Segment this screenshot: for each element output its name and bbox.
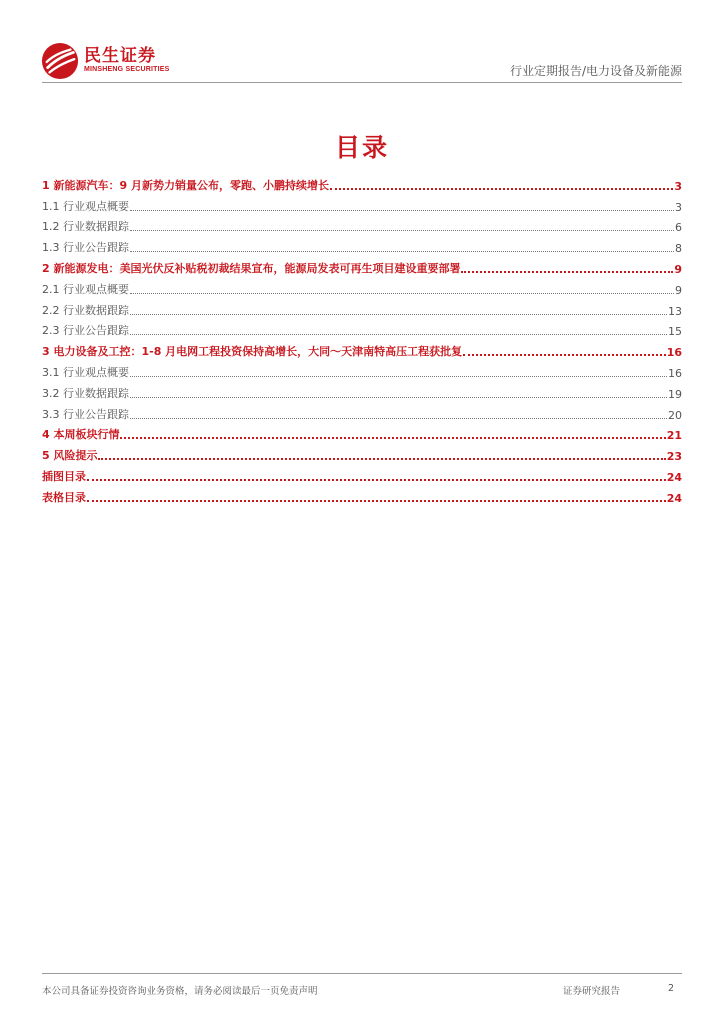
toc-leader-dots	[120, 437, 665, 439]
logo-english-name: MINSHENG SECURITIES	[84, 66, 170, 73]
toc-entry-label: 1.2 行业数据跟踪	[42, 220, 129, 234]
toc-entry-label: 2.1 行业观点概要	[42, 282, 129, 296]
toc-leader-dots	[130, 251, 674, 252]
toc-entry[interactable]	[42, 193, 682, 214]
logo-chinese-name: 民生证券	[84, 46, 156, 66]
toc-entry[interactable]	[42, 338, 682, 359]
toc-entry[interactable]	[42, 359, 682, 380]
toc-leader-dots	[130, 334, 667, 335]
toc-leader-dots	[98, 458, 665, 460]
toc-entry-page: 24	[666, 470, 682, 484]
toc-entry-label: 1.3 行业公告跟踪	[42, 241, 129, 255]
toc-entry[interactable]	[42, 484, 682, 505]
toc-entry-label: 5 风险提示	[42, 449, 98, 463]
toc-entry[interactable]	[42, 276, 682, 297]
toc-entry[interactable]	[42, 463, 682, 484]
minsheng-logo-icon	[41, 42, 79, 80]
toc-leader-dots	[87, 479, 666, 481]
toc-leader-dots	[130, 418, 667, 419]
toc-entry-page: 16	[668, 366, 682, 380]
toc-entry-page: 8	[675, 242, 682, 256]
toc-entry-page: 20	[668, 408, 682, 422]
toc-leader-dots	[87, 500, 666, 502]
toc-entry[interactable]	[42, 214, 682, 235]
toc-entry-page: 13	[668, 304, 682, 318]
toc-title: 目录	[334, 133, 389, 162]
report-category: 行业定期报告/电力设备及新能源	[509, 64, 682, 78]
toc-entry-label: 表格目录	[42, 490, 86, 504]
toc-entry-label: 4 本周板块行情	[42, 428, 120, 442]
toc-leader-dots	[130, 376, 667, 377]
toc-entry[interactable]	[42, 255, 682, 276]
toc-entry-page: 15	[668, 325, 682, 339]
toc-entry[interactable]	[42, 297, 682, 318]
toc-entry-page: 24	[666, 491, 682, 505]
footer-divider	[42, 973, 682, 974]
toc-entry[interactable]	[42, 318, 682, 339]
page-number: 2	[667, 983, 674, 994]
toc-entry-label: 2 新能源发电：美国光伏反补贴税初裁结果宣布，能源局发表可再生项目建设重要部署	[42, 261, 461, 275]
toc-entry-label: 3.2 行业数据跟踪	[42, 386, 129, 400]
toc-leader-dots	[130, 230, 674, 231]
toc-entry[interactable]	[42, 401, 682, 422]
footer-disclaimer: 本公司具备证券投资咨询业务资格，请务必阅读最后一页免责声明	[42, 986, 318, 997]
toc-leader-dots	[130, 293, 674, 294]
toc-entry[interactable]	[42, 422, 682, 443]
toc-entry[interactable]	[42, 380, 682, 401]
toc-leader-dots	[130, 314, 667, 315]
toc-entry-page: 19	[668, 387, 682, 401]
toc-entry-page: 9	[675, 283, 682, 297]
toc-leader-dots	[130, 210, 674, 211]
toc-entry-page: 16	[666, 346, 682, 360]
toc-entry-page: 9	[674, 262, 682, 276]
toc-entry-page: 23	[666, 450, 682, 464]
toc-entry[interactable]	[42, 172, 682, 193]
toc-entry-page: 3	[674, 179, 682, 193]
toc-entry-label: 1.1 行业观点概要	[42, 199, 129, 213]
toc-entry-label: 插图目录	[42, 469, 86, 483]
footer-report-type: 证券研究报告	[563, 986, 621, 997]
toc-entry-label: 3.3 行业公告跟踪	[42, 407, 129, 421]
toc-entry[interactable]	[42, 234, 682, 255]
header-divider	[42, 82, 682, 83]
toc-leader-dots	[330, 188, 673, 190]
toc-leader-dots	[130, 397, 667, 398]
toc-entry-label: 2.3 行业公告跟踪	[42, 324, 129, 338]
toc-leader-dots	[463, 354, 666, 356]
toc-leader-dots	[461, 271, 673, 273]
toc-entry-page: 21	[666, 429, 682, 443]
toc-entry-label: 2.2 行业数据跟踪	[42, 303, 129, 317]
toc-entry-label: 1 新能源汽车：9 月新势力销量公布，零跑、小鹏持续增长	[42, 178, 329, 192]
toc-entry-label: 3 电力设备及工控：1-8 月电网工程投资保持高增长，大同～天津南特高压工程获批复	[42, 345, 463, 359]
toc-entry-page: 6	[675, 221, 682, 235]
company-logo	[41, 42, 169, 80]
toc-entry-label: 3.1 行业观点概要	[42, 365, 129, 379]
toc-entry[interactable]	[42, 442, 682, 463]
table-of-contents	[42, 172, 682, 505]
toc-entry-page: 3	[675, 200, 682, 214]
